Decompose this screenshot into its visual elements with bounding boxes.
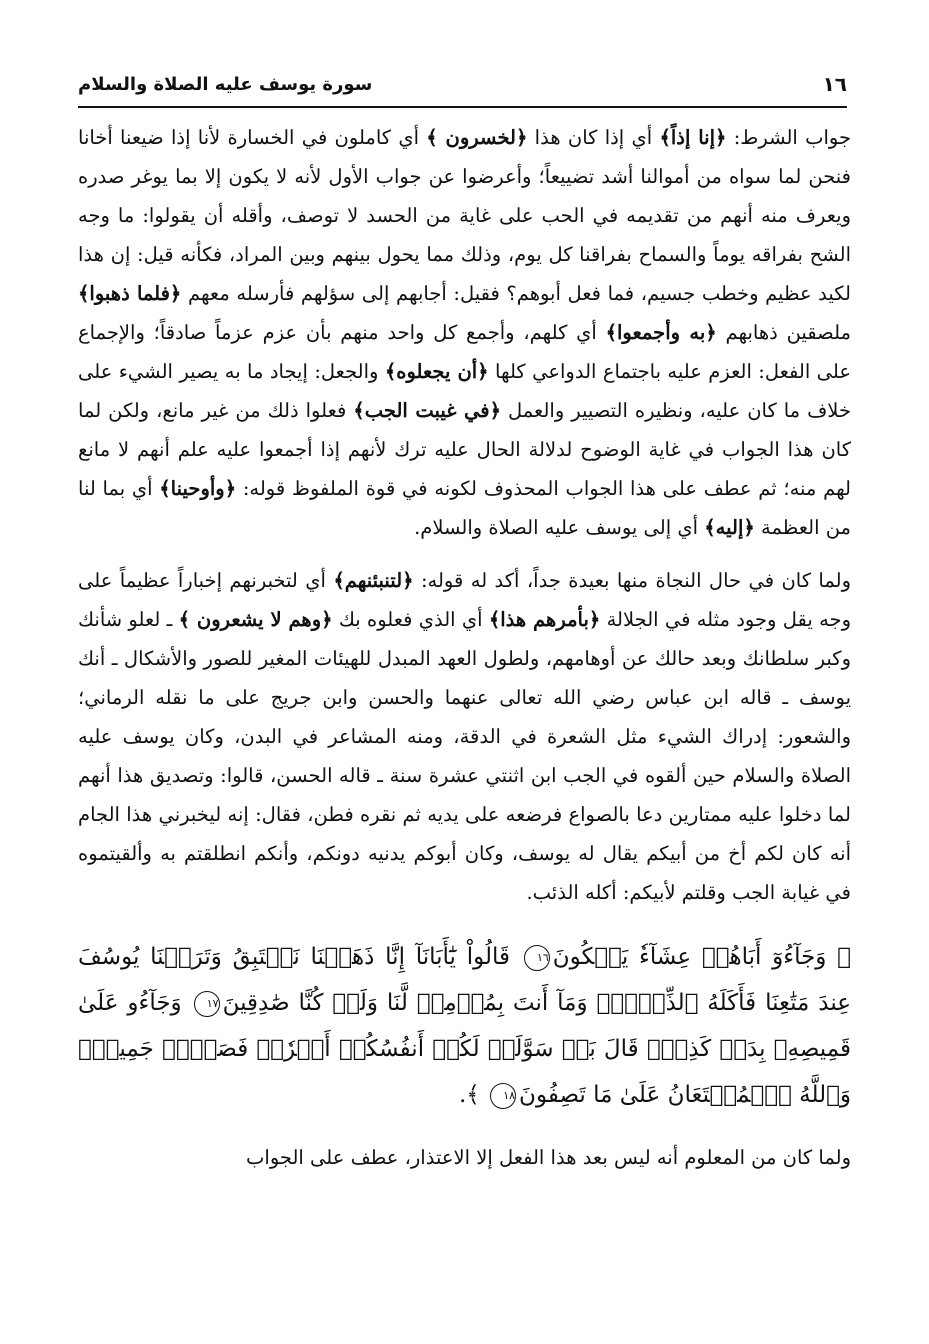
- text-run: فعلوا ذلك من غير مانع، ولكن لما كان هذا الجواب في غاية الوضوح لدلالة الحال عليه ترك لأنهم إذا أجمعوا عليه علم أنهم لا مانع لهم منه؛ ثم عطف على هذا الجواب المحذوف لكونه في قوة الملفوظ قوله:: [78, 399, 851, 500]
- text-run: ولما كان في حال النجاة منها بعيدة جداً، أكد له قوله:: [413, 569, 851, 592]
- quran-quote: ﴿به وأجمعوا﴾: [605, 321, 717, 344]
- page-body: [78, 118, 851, 1177]
- text-run: أي بما لنا من العظمة: [78, 477, 851, 539]
- paragraph-2: [78, 561, 851, 912]
- text-run: أي إذا كان هذا: [527, 126, 660, 149]
- verse-18-text: وَجَآءُو عَلَىٰ قَمِيصِهِۦ بِدَمٖ كَذِبٖۚ قَالَ بَلۡ سَوَّلَتۡ لَكُمۡ أَنفُسُكُمۡ أَمۡرٗاۖ فَصَبۡرٞ جَمِيلٞۖ وَٱللَّهُ ٱلۡمُسۡتَعَانُ عَلَىٰ مَا تَصِفُونَ: [78, 990, 851, 1108]
- text-run: أي كلهم، وأجمع كل واحد منهم بأن عزم عزماً صادقاً؛ والإجماع على الفعل: العزم عليه باجتماع الدواعي كلها: [78, 321, 851, 383]
- paragraph-1: [78, 118, 851, 547]
- ayah-number-18: ١٨: [490, 1083, 516, 1109]
- verse-open-bracket: ﴿: [826, 944, 851, 970]
- verse-close-bracket: ﴾.: [458, 1082, 488, 1108]
- quran-quote: ﴿لتنبئنهم﴾: [333, 569, 414, 592]
- text-run: أي الذي فعلوه بك: [332, 608, 489, 631]
- quran-quote: ﴿لخسرون ﴾: [426, 126, 528, 149]
- page-number: ١٦: [822, 72, 847, 96]
- quran-quote: ﴿إنا إذاً﴾: [659, 126, 727, 149]
- text-run: أي لتخبرنهم إخباراً عظيماً على وجه يقل وجود مثله في الجلالة: [78, 569, 851, 631]
- text-run: ـ لعلو شأنك وكبر سلطانك وبعد حالك عن أوهامهم، ولطول العهد المبدل للهيئات المغير للصور والأشكال ـ أنك يوسف ـ قاله ابن عباس رضي الله تعالى عنهما والحسن وابن جريج على ما نقله الرماني؛ والشعور: إدراك الشيء مثل الشعرة في الدقة، ومنه المشاعر في البدن، وكان يوسف عليه الصلاة والسلام حين ألقوه في الجب ابن اثنتي عشرة سنة ـ قاله الحسن، قالوا: وتصديق هذا أنهم لما دخلوا عليه ممتارين دعا بالصواع فرضعه على يديه ثم نقره فطن، فقال: إنه ليخبرني هذا الجام أنه كان لكم أخ من أبيكم يقال له يوسف، وكان أبوكم يدنيه دونكم، وأنكم انطلقتم به وألقيتموه في غيابة الجب وقلتم لأبيكم: أكله الذئب.: [78, 608, 851, 904]
- quran-quote: ﴿أن يجعلوه﴾: [384, 360, 489, 383]
- verse-16-text: وَجَآءُوٓ أَبَاهُمۡ عِشَآءٗ يَبۡكُونَ: [552, 944, 827, 970]
- running-title: سورة يوسف عليه الصلاة والسلام: [78, 74, 373, 95]
- quran-quote: ﴿بأمرهم هذا﴾: [488, 608, 601, 631]
- ayah-number-16: ١٦: [524, 945, 550, 971]
- quran-quote: ﴿وهم لا يشعرون ﴾: [178, 608, 333, 631]
- text-run: جواب الشرط:: [726, 126, 852, 149]
- paragraph-3: [78, 1138, 851, 1177]
- text-run: والجعل: إيجاد ما به يصير الشيء على خلاف ما كان عليه، ونظيره التصيير والعمل: [78, 360, 852, 422]
- quran-verse-block: [78, 934, 851, 1118]
- quran-quote: ﴿في غيبت الجب﴾: [353, 399, 502, 422]
- text-run: ولما كان من المعلوم أنه ليس بعد هذا الفعل إلا الاعتذار، عطف على الجواب: [246, 1146, 851, 1169]
- quran-quote: ﴿وأوحينا﴾: [159, 477, 237, 500]
- text-run: أي إلى يوسف عليه الصلاة والسلام.: [414, 516, 705, 539]
- verse-17-text: قَالُواْ يَٰٓأَبَانَآ إِنَّا ذَهَبۡنَا نَسۡتَبِقُ وَتَرَكۡنَا يُوسُفَ عِندَ مَتَٰعِنَا فَأَكَلَهُ ٱلذِّئۡبُۖ وَمَآ أَنتَ بِمُؤۡمِنٖ لَّنَا وَلَوۡ كُنَّا صَٰدِقِينَ: [78, 944, 852, 1016]
- text-run: أي كاملون في الخسارة لأنا إذا ضيعنا أخانا فنحن لما سواه من أموالنا أشد تضييعاً؛ وأعرضوا عن جواب الأول لأنه لا يكون إلا بما يوغر صدره ويعرف منه أنهم من تقديمه في الحب على غاية من الحسد لا توصف، وأقله أن يقولوا: ما وجه الشح بفراقه يوماً والسماح بفراقنا كل يوم، وذلك مما يحول بينهم وبين المراد، فكأنه قيل: إن هذا لكيد عظيم وخطب جسيم، فما فعل أبوهم؟ فقيل: أجابهم إلى سؤلهم فأرسله معهم: [78, 126, 851, 305]
- quran-quote: ﴿إليه﴾: [704, 516, 755, 539]
- text-run: ملصقين ذهابهم: [716, 321, 851, 344]
- ayah-number-17: ١٧: [194, 991, 220, 1017]
- quran-quote: ﴿فلما ذهبوا﴾: [78, 282, 182, 305]
- running-header: [78, 66, 847, 108]
